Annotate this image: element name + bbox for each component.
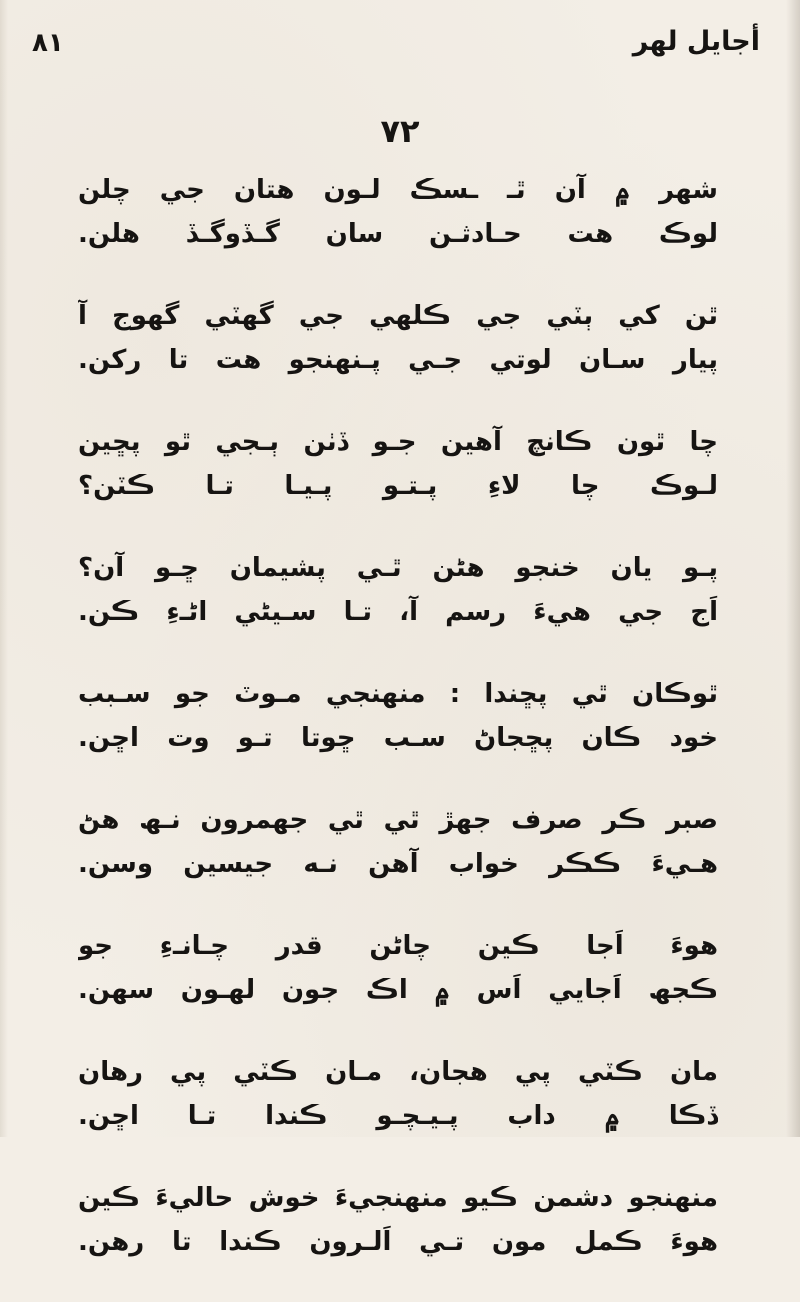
verse-line: ٿن کي ٻٽي جي ڪلهي جي گهٽي گهوج آ	[78, 301, 718, 331]
verse-line: ھـيءَ ڪڪر خواب آهن نـه جيسين وسن.	[78, 849, 718, 879]
verse-line: ڏڪا ۾ داب پـيـچـو ڪندا تـا اڇن.	[78, 1101, 718, 1131]
verse-line: صبر ڪر صرف جھڙ ٿي ٿي جهمرون نـھ ھڻ	[78, 805, 718, 835]
verse-line: لـوڪ چا لاءِ پـتـو پـيـا تـا ڪٽن؟	[78, 471, 718, 501]
verse-line: لوڪ ھت حـادثـن سان گـڏوگـڏ ھلن.	[78, 219, 718, 249]
verse-line: ڪجھ اَجايي اَس ۾ اڪ جون لھـون سھن.	[78, 975, 718, 1005]
verse-line: ھوءَ ڪمل مون تـي اَلـرون ڪندا تا رهن.	[78, 1227, 718, 1257]
verse-line: ٿوڪان ٿي پڇندا : منهنجي مـوٽ جو سـبب	[78, 679, 718, 709]
couplet	[78, 168, 718, 256]
verse-line: منهنجو دشمن ڪيو منهنجيءَ خوش حاليءَ ڪين	[78, 1183, 718, 1213]
page-number: ٨١	[32, 28, 64, 58]
couplet	[78, 420, 718, 508]
verse-line: پـو يان خنجو ھڻن ٿـي پشيمان ڇـو آن؟	[78, 553, 718, 583]
couplet	[78, 1050, 718, 1138]
couplet	[78, 546, 718, 634]
poem-body	[78, 168, 718, 1302]
page-shadow-right	[786, 0, 800, 1137]
verse-line: پيار سـان لوتي جـي پـنهنجو ھت تا رکن.	[78, 345, 718, 375]
poem-number: ٧٢	[380, 112, 420, 150]
couplet	[78, 798, 718, 886]
couplet	[78, 1176, 718, 1264]
couplet	[78, 294, 718, 382]
verse-line: مان ڪٽي پي هجان، مـان ڪٽي پي رهان	[78, 1057, 718, 1087]
verse-line: خود ڪان پڇجاڻ سـب ڇوتا تـو وت اڇن.	[78, 723, 718, 753]
running-head: أجايل لهر	[632, 26, 760, 57]
page-shadow-left	[0, 0, 8, 1137]
couplet	[78, 924, 718, 1012]
verse-line: اَج جي ھيءَ رسم آ، تـا سـيڻي اڻـءِ ڪن.	[78, 597, 718, 627]
verse-line: ھوءَ اَجا ڪين چاڻن قدر چـانـءِ جو	[78, 931, 718, 961]
verse-line: چا ٿون ڪانچ آهين جـو ڏٺن ٻـجي ٿو پڇين	[78, 427, 718, 457]
verse-line: شھر ۾ آن ٿـ ـسڪ لـون ھتان جي چلن	[78, 175, 718, 205]
couplet	[78, 672, 718, 760]
